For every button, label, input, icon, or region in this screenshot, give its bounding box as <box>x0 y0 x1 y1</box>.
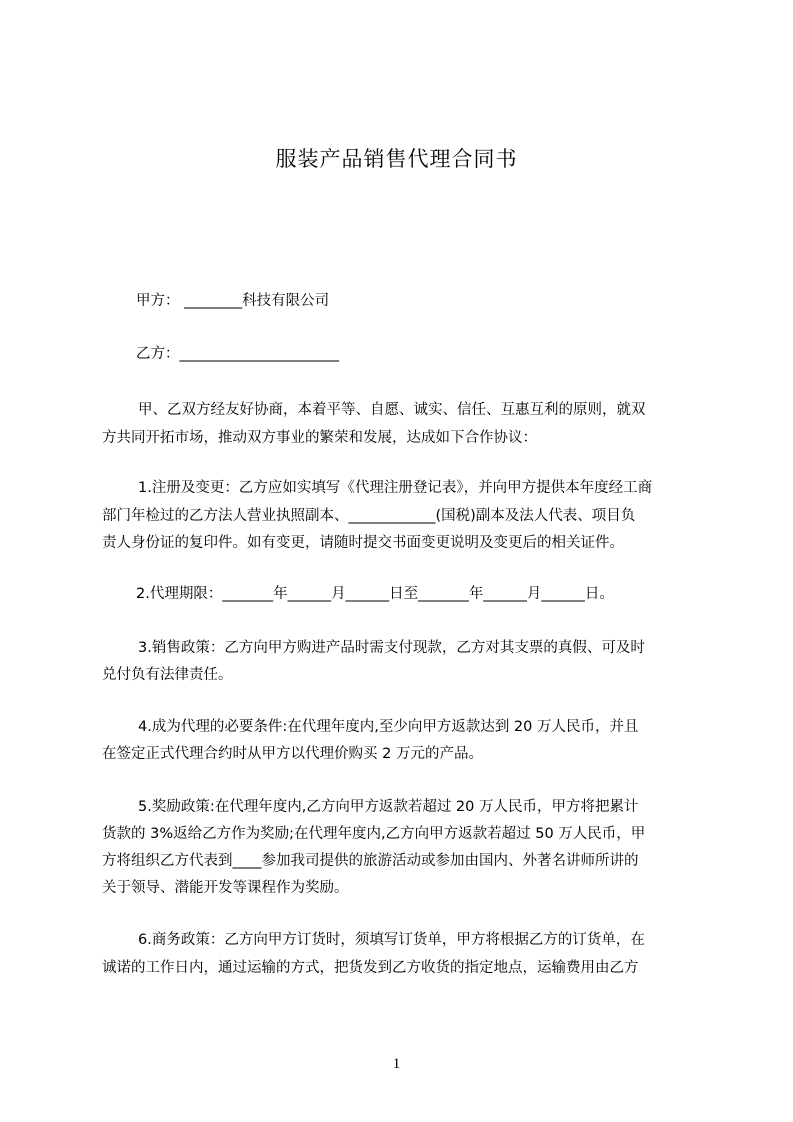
clause-4-line-1: 4.成为代理的必要条件:在代理年度内,至少向甲方返款达到 20 万人民币，并且 <box>138 719 639 735</box>
clause-1-line-2: 部门年检过的乙方法人营业执照副本、____________(国税)副本及法人代表、项目负 <box>102 508 636 524</box>
intro-line-2: 方共同开拓市场，推动双方事业的繁荣和发展，达成如下合作协议： <box>102 430 537 446</box>
clause-1-line-1: 1.注册及变更：乙方应如实填写《代理注册登记表》，并向甲方提供本年度经工商 <box>138 480 653 496</box>
document-title: 服装产品销售代理合同书 <box>275 147 518 171</box>
clause-6-line-2: 诚诺的工作日内，通过运输的方式，把货发到乙方收货的指定地点，运输费用由乙方 <box>102 960 639 976</box>
clause-4-line-2: 在签定正式代理合约时从甲方以代理价购买 2 万元的产品。 <box>102 746 483 762</box>
clause-3-line-2: 兑付负有法律责任。 <box>102 667 233 683</box>
clause-5-line-4: 关于领导、潜能开发等课程作为奖励。 <box>102 880 349 896</box>
clause-5-line-3: 方将组织乙方代表到____参加我司提供的旅游活动或参加由国内、外著名讲师所讲的 <box>102 853 639 869</box>
page-number: 1 <box>392 1056 401 1072</box>
clause-2-line: 2.代理期限：_______年______月______日至_______年______月______日。 <box>136 586 614 602</box>
clause-1-line-3: 责人身份证的复印件。如有变更，请随时提交书面变更说明及变更后的相关证件。 <box>102 535 624 551</box>
clause-6-line-1: 6.商务政策：乙方向甲方订货时，须填写订货单，甲方将根据乙方的订货单，在 <box>138 932 645 948</box>
party-b-line: 乙方：______________________ <box>136 346 339 362</box>
party-a-line: 甲方： ________科技有限公司 <box>136 293 330 309</box>
clause-3-line-1: 3.销售政策：乙方向甲方购进产品时需支付现款，乙方对其支票的真假、可及时 <box>138 640 645 656</box>
clause-5-line-1: 5.奖励政策:在代理年度内,乙方向甲方返款若超过 20 万人民币，甲方将把累计 <box>138 799 639 815</box>
clause-5-line-2: 货款的 3%返给乙方作为奖励;在代理年度内,乙方向甲方返款若超过 50 万人民币，甲 <box>102 826 646 842</box>
intro-line-1: 甲、乙双方经友好协商，本着平等、自愿、诚实、信任、互惠互利的原则，就双 <box>138 402 646 418</box>
